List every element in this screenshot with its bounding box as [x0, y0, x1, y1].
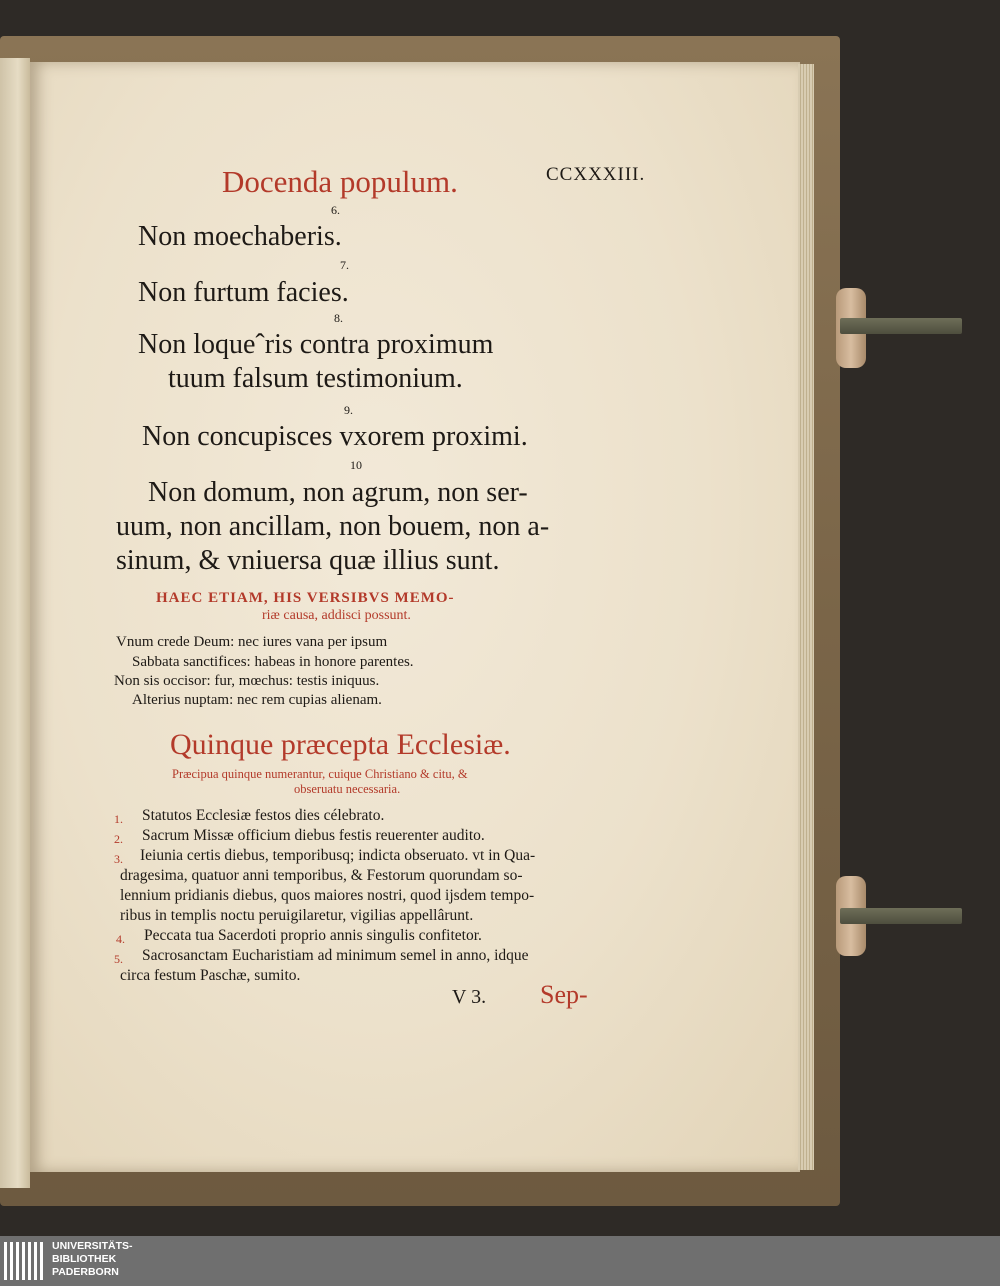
precept-line: Peccata tua Sacerdoti proprio annis singulis confitetor.: [144, 927, 482, 944]
commandment-number: 8.: [334, 311, 343, 325]
precept-line: Ieiunia certis diebus, temporibusq; indicta obseruato. vt in Qua-: [140, 847, 536, 864]
commandment-line: Non moechaberis.: [138, 221, 342, 252]
library-name-line: BIBLIOTHEK: [52, 1253, 117, 1265]
library-footer: [0, 1236, 1000, 1286]
library-logo-icon: [4, 1242, 44, 1282]
page-heading: Docenda populum.: [222, 164, 458, 199]
ecclesiae-subheading: Præcipua quinque numerantur, cuique Christiano & citu, &: [172, 767, 468, 781]
left-page-edge: [0, 58, 30, 1188]
commandment-number: 7.: [340, 258, 349, 272]
precept-number: 5.: [114, 952, 123, 966]
commandment-line: sinum, & vniuersa quæ illius sunt.: [116, 545, 500, 576]
ecclesiae-heading: Quinque præcepta Ecclesiæ.: [170, 728, 511, 761]
commandment-line: uum, non ancillam, non bouem, non a-: [116, 511, 550, 542]
ecclesiae-subheading: obseruatu necessaria.: [294, 782, 401, 796]
precept-line: ribus in templis noctu peruigilaretur, vigilias appellârunt.: [120, 907, 474, 924]
verse-line: Non sis occisor: fur, mœchus: testis iniquus.: [114, 673, 380, 689]
commandment-line: Non concupisces vxorem proximi.: [142, 421, 528, 452]
verse-heading: HAEC ETIAM, HIS VERSIBVS MEMO-: [156, 590, 455, 606]
commandment-number: 9.: [344, 403, 353, 417]
library-name: [52, 1240, 133, 1279]
commandment-line: tuum falsum testimonium.: [168, 363, 463, 394]
lower-clasp-strap: [840, 908, 962, 924]
precept-line: Sacrosanctam Eucharistiam ad minimum semel in anno, idque: [142, 947, 529, 964]
verse-line: Vnum crede Deum: nec iures vana per ipsum: [116, 634, 388, 650]
catchword: Sep-: [540, 980, 588, 1009]
commandment-line: Non furtum facies.: [138, 277, 349, 308]
commandment-number: 10: [350, 458, 362, 472]
commandment-number: 6.: [331, 203, 340, 217]
upper-clasp-strap: [840, 318, 962, 334]
library-name-line: PADERBORN: [52, 1266, 119, 1278]
verse-heading: riæ causa, addisci possunt.: [262, 608, 411, 623]
precept-line: dragesima, quatuor anni temporibus, & Festorum quorundam so-: [120, 867, 523, 884]
precept-number: 1.: [114, 812, 123, 826]
library-name-line: UNIVERSITÄTS-: [52, 1240, 133, 1252]
precept-line: Statutos Ecclesiæ festos dies célebrato.: [142, 807, 385, 824]
commandment-line: Non domum, non agrum, non ser-: [148, 477, 528, 508]
commandment-line: Non loqueˆris contra proximum: [138, 329, 494, 360]
signature-mark: V 3.: [452, 986, 487, 1008]
precept-line: Sacrum Missæ officium diebus festis reuerenter audito.: [142, 827, 485, 844]
precept-line: circa festum Paschæ, sumito.: [120, 967, 301, 984]
precept-line: lennium pridianis diebus, quos maiores nostri, quod ijsdem tempo-: [120, 887, 535, 904]
verse-line: Sabbata sanctifices: habeas in honore parentes.: [132, 654, 414, 670]
precept-number: 4.: [116, 932, 125, 946]
verse-line: Alterius nuptam: nec rem cupias alienam.: [132, 692, 382, 708]
precept-number: 3.: [114, 852, 123, 866]
page-edges: [798, 64, 814, 1170]
folio-number: CCXXXIII.: [546, 164, 646, 185]
precept-number: 2.: [114, 832, 123, 846]
